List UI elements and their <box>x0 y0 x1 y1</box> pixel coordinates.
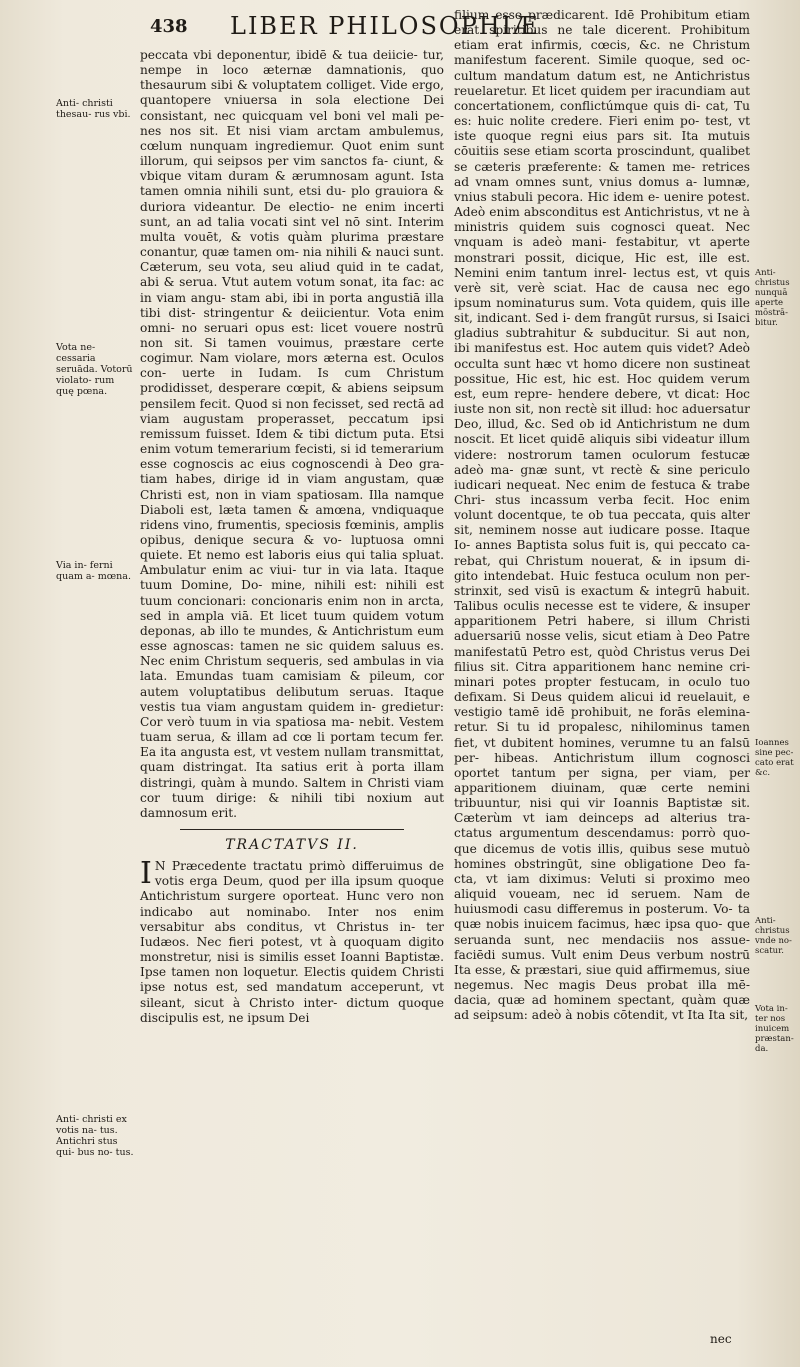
page-number: 438 <box>150 16 188 37</box>
left-paragraph-2 <box>140 856 444 1026</box>
right-column <box>454 8 750 1023</box>
margin-note-right-2: Ioannes sine pec- cato erat &c. <box>755 738 794 778</box>
left-paragraph-2-text: N Præcedente tractatu primò differuimus de votis erga Deum, quod per illa ipsum quoque Antichristum surgere oporteat. Hunc vero non indicabo aut nominabo. Inter nos enim versabitur abs conditus, vt Christus in- ter Iudæos. Nec fieri potest, vt à quoquam digito monstretur, nisi is similis esset Ioanni Baptistæ. Ipse tamen non loquetur. Electis quidem Christi ipse notus est, sed mandatum acceperunt, vt sileant, sicut à Christo inter- dictum quoque discipulis est, ne ipsum Dei <box>140 859 444 1025</box>
catchword: nec <box>710 1332 732 1346</box>
right-paragraph: filium esse prædicarent. Idē Prohibitum etiam erat spiritibus ne tale dicerent. Prohibitum etiam erat infirmis, cœcis, &c. ne Christum manifestum facerent. Simile quoque, sed oc- cultum mandatum datum est, ne Antichristus reuelaretur. Et licet quidem per iracundiam aut concertationem, conflictúmque quis di- cat, Tu es: huic nolite credere. Fieri enim po- test, vt iste quoque regni eius pars sit. Ita mutuis cōuitiis sese etiam scorta proscindunt, qualibet se cæteris præferente: & tamen me- retrices ad vnam omnes sunt, vnius domus a- lumnæ, vnius stabuli pecora. Hic idem e- uenire potest. Adeò enim absconditus est Antichristus, vt ne à ministris quidem suis cognosci queat. Nec vnquam is adeò mani- festabitur, vt aperte monstrari possit, dicique, Hic est, ille est. Nemini enim tantum inrel- lectus est, vt quis verè sit, verè sciat. Hac de causa nec ego ipsum nominaturus sum. Vota quidem, quis ille sit, indicant. Sed i- dem frangūt rursus, si Isaici gladius subtrahitur & subducitur. Si aut non, ibi manifestus est. Hoc autem quis videt? Adeò occulta sunt hæc vt homo dicere non sustineat possitue, Hic est, hic est. Hoc quidem verum est, eum repre- hendere debere, vt dicat: Hoc iuste non sit, non rectè sit illud: hoc aduersatur Deo, illud, &c. Sed ob id Antichristum ne dum noscit. Et licet quidē aliquis sibi videatur illum videre: nostrorum tamen oculorum festucæ adeò ma- gnæ sunt, vt rectè & sine periculo iudicari nequeat. Nec enim de festuca & trabe Chri- stus incassum verba fecit. Hoc enim volunt docentque, te ob tua peccata, quis alter sit, neminem nosse aut iudicare posse. Itaque Io- annes Baptista solus fuit is, qui peccato ca- rebat, qui Christum nouerat, & in ipsum di- gito intendebat. Huic festuca oculum non per- strinxit, sed visū is exactum & integrū habuit. Talibus oculis necesse est te videre, & insuper apparitionem Petri habere, si illum Christi aduersariū nosse velis, sicut etiam à Deo Patre manifestatū Petro est, quòd Christus verus Dei filius sit. Citra apparitionem hanc nemine cri- minari potes propter festucam, in oculo tuo defixam. Si Deus quidem alicui id reuelauit, e vestigio tamē idē prohibuit, ne forās elemina- retur. Si tu id propalesc, nihilominus tamen fiet, vt dubitent homines, verumne tu an falsū per- hibeas. Antichristum illum cognosci oportet tantum per signa, per viam, per apparitionem diuinam, quæ certe nemini tribuuntur, nisi qui vir Ioannis Baptistæ sit. Cæterùm vt iam deinceps ad alterius tra- ctatus argumentum descendamus: porrò quo- que dicemus de votis illis, quibus sese mutuò homines obstringūt, sine obligatione Deo fa- cta, vt iam diximus: Veluti si proximo meo aliquid voueam, nec id seruem. Nam de huiusmodi casu differemus in posterum. Vo- ta quæ nobis inuicem facimus, hæc ipsa quo- que seruanda sunt, nec mendaciis nos assue- faciēdi sumus. Vult enim Deus verbum nostrū Ita esse, & præstari, siue quid affirmemus, siue negemus. Nec magis Deus probat illa mē- dacia, quæ ad hominem spectant, quàm quæ ad seipsum: adeò à nobis cōtendit, vt Ita Ita sit, <box>454 8 750 1023</box>
running-title: LIBER PHILOSOPHIÆ <box>230 12 540 40</box>
drop-cap: I <box>140 856 152 892</box>
left-column <box>140 48 444 1026</box>
margin-note-right-3: Anti- christus vnde no- scatur. <box>755 916 792 956</box>
margin-note-left-4: Anti- christi ex votis na- tus. Antichri stus qui- bus no- tus. <box>56 1114 134 1158</box>
section-heading: TRACTATVS II. <box>225 836 359 853</box>
margin-note-right-1: Anti- christus nunquā aperte mōstrā- bitur. <box>755 268 790 328</box>
divider-rule <box>180 829 404 830</box>
margin-note-left-1: Anti- christi thesau- rus vbi. <box>56 98 131 120</box>
margin-note-right-4: Vota in- ter nos inuicem præstan- da. <box>755 1004 794 1054</box>
left-paragraph-1: peccata vbi deponentur, ibidē & tua deiicie- tur, nempe in loco æternæ damnationis, quo thesaurum sibi & voluptatem colliget. Vide ergo, quantopere vniuersa in sola electione Dei consistant, nec quicquam vel boni vel mali pe- nes nos sit. Et nisi viam arctam ambulemus, cœlum nunquam ingrediemur. Quot enim sunt illorum, qui seipsos per vim sanctos fa- ciunt, & vbique vitam duram & ærumnosam agunt. Ista tamen omnia nihili sunt, etsi du- plo grauiora & duriora videantur. De electio- ne enim incerti sunt, an ad talia vocati sint vel nō sint. Interim multa vouēt, & votis quàm plurima præstare conantur, quæ tamen om- nia nihili & nauci sunt. Cæterum, seu vota, seu aliud quid in te cadat, abi & serua. Vtut autem votum sonat, ita fac: ac in viam angu- stam abi, ibi in porta angustiā illa tibi dist- stringentur & deiicientur. Vota enim omni- no seruari opus est: licet vouere nostrū non sit. Si tamen vouimus, præstare certe cogimur. Nam violare, mors æterna est. Oculos con- uerte in Iudam. Is cum Christum prodidisset, desperare cœpit, & abiens seipsum pensilem fecit. Quod si non fecisset, sed rectā ad viam augustam properasset, peccatum ipsi remissum fuisset. Idem & tibi dictum puta. Etsi enim votum temerarium fecisti, si id temerarium esse cognoscis ac eius cognoscendi à Deo gra- tiam habes, dirige id in viam angustam, quæ Christi est, non in viam spatiosam. Illa namque Diaboli est, læta tamen & amœna, vndiquaque ridens vino, frumentis, speciosis fœminis, amplis opibus, denique secura & vo- luptuosa omni quiete. Et nemo est laboris eius qui talia spluat. Ambulatur enim ac viui- tur in via lata. Itaque tuum Domine, Do- mine, nihili est: nihili est tuum concionari: concionaris enim non in arcta, sed in ampla viā. Et licet tuum quidem votum deponas, ab illo te mundes, & Antichristum eum esse agnoscas: tamen ne sic quidem saluus es. Nec enim Christum sequeris, sed ambulas in via lata. Emundas tuam camisiam & pileum, cor autem voluptatibus delibutum seruas. Itaque vestis tua viam angustam quidem in- gredietur: Cor verò tuum in via spatiosa ma- nebit. Vestem tuam serua, & illam ad cœ li portam tecum fer. Ea ita angusta est, vt vestem nullam transmittat, quam distringat. Ita satius erit à porta illam distringi, quàm à mundo. Saltem in Christi viam cor tuum dirige: & nihili tibi noxium aut damnosum erit. <box>140 48 444 820</box>
margin-note-left-2: Vota ne- cessaria seruāda. Votorū violato- rum quę pœna. <box>56 342 133 397</box>
margin-note-left-3: Via in- ferni quam a- mœna. <box>56 560 131 582</box>
